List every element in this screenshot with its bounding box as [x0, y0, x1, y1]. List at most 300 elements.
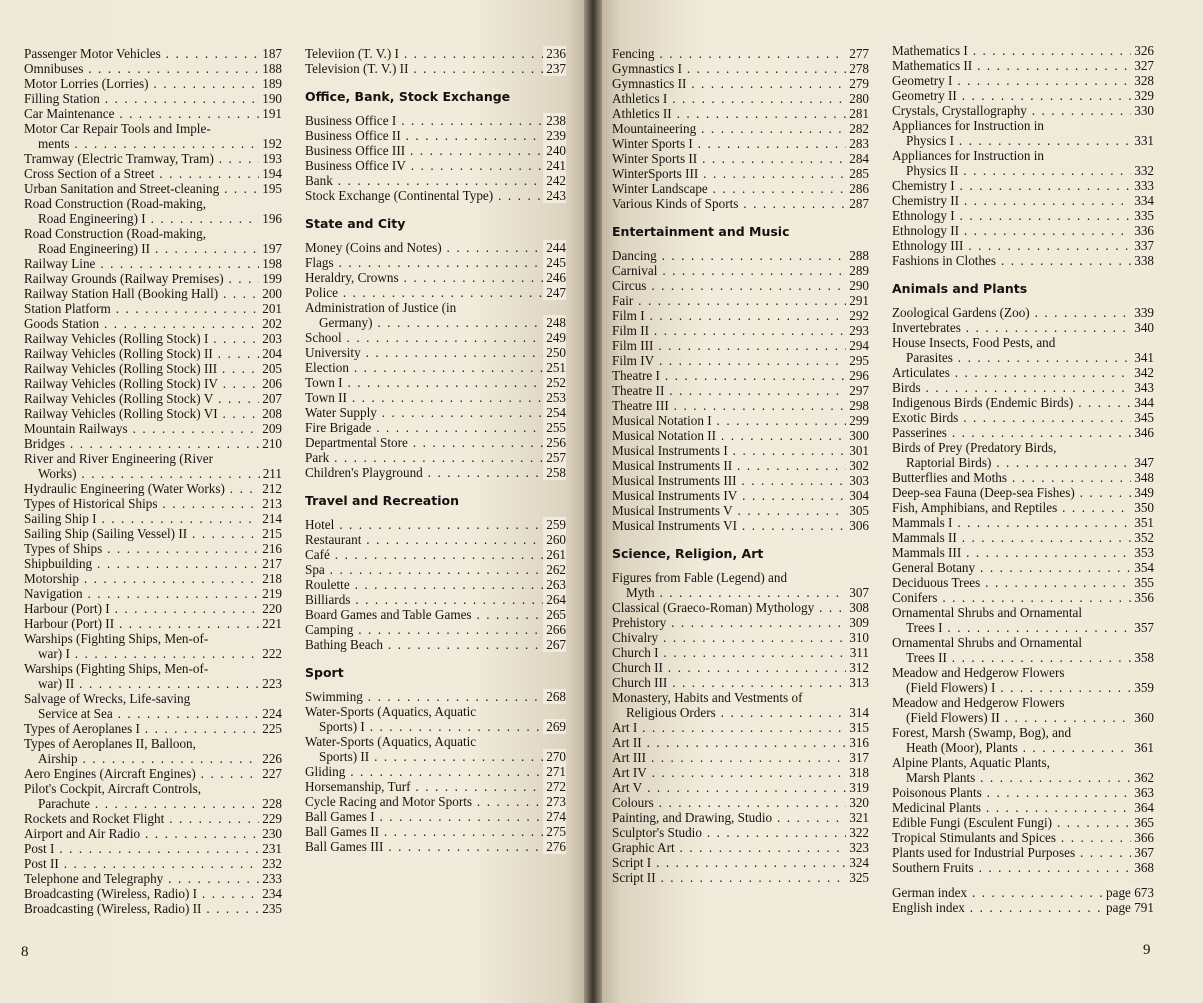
- section-heading: Travel and Recreation: [305, 493, 459, 508]
- index-entry: [612, 645, 869, 660]
- index-entry: [892, 395, 1154, 410]
- index-entry: [305, 240, 566, 255]
- entry-title: [24, 826, 282, 841]
- entry-title: [24, 376, 282, 391]
- entry-page-number: 203: [259, 331, 282, 346]
- entry-title-text: Figures from Fable (Legend) and: [612, 570, 788, 585]
- index-entry: [612, 181, 869, 196]
- index-entry: [305, 173, 566, 188]
- entry-page-number: 225: [259, 721, 282, 736]
- entry-title: [24, 421, 282, 436]
- entry-title: [612, 181, 869, 196]
- entry-page-number: 212: [259, 481, 282, 496]
- entry-title-continuation-text: Parasites: [906, 350, 953, 365]
- entry-title: [305, 143, 566, 158]
- index-entry: [612, 750, 869, 765]
- entry-title-continuation-text: Physics II: [906, 163, 959, 178]
- entry-title-text: Colours: [612, 795, 654, 810]
- entry-page-number: 358: [1131, 650, 1154, 665]
- entry-title-continuation-text: (Field Flowers) I: [906, 680, 996, 695]
- index-entry: [612, 855, 869, 870]
- entry-title: [24, 301, 282, 316]
- entry-page-number: 197: [259, 241, 282, 256]
- entry-title: [612, 196, 869, 211]
- entry-title-text: Types of Aeroplanes I: [24, 721, 140, 736]
- entry-page-number: 189: [259, 76, 282, 91]
- entry-title-text: Cycle Racing and Motor Sports: [305, 794, 473, 809]
- entry-page-number: 367: [1131, 845, 1154, 860]
- entry-title-continuation: [24, 466, 282, 481]
- entry-title: [305, 330, 566, 345]
- entry-page-number: 190: [259, 91, 282, 106]
- entry-title: [612, 735, 869, 750]
- entry-page-number: 278: [846, 61, 869, 76]
- entry-title-continuation-text: Trees I: [906, 620, 943, 635]
- index-entry: [612, 870, 869, 885]
- index-entry: [24, 631, 282, 661]
- entry-page-number: 337: [1131, 238, 1154, 253]
- section-heading: Sport: [305, 665, 344, 680]
- entry-title-text: Fencing: [612, 46, 655, 61]
- index-entry: [892, 380, 1154, 395]
- entry-title: [24, 856, 282, 871]
- entry-title: [24, 736, 282, 751]
- entry-title: [612, 76, 869, 91]
- entry-title-text: Road Construction (Road-making,: [24, 196, 207, 211]
- entry-title: [612, 750, 869, 765]
- entry-title-continuation-text: Works): [38, 466, 77, 481]
- entry-page-number: 259: [543, 517, 566, 532]
- entry-title-text: Geometry II: [892, 88, 957, 103]
- entry-page-number: 260: [543, 532, 566, 547]
- entry-page-number: 256: [543, 435, 566, 450]
- entry-page-number: 364: [1131, 800, 1154, 815]
- index-entry: [612, 795, 869, 810]
- entry-title-continuation: [892, 350, 1154, 365]
- entry-page-number: 229: [259, 811, 282, 826]
- entry-page-number: 211: [260, 466, 282, 481]
- entry-title: [612, 518, 869, 533]
- entry-title: [612, 660, 869, 675]
- entry-title: [892, 860, 1154, 875]
- entry-page-number: 269: [543, 719, 566, 734]
- entry-title: [892, 380, 1154, 395]
- index-entry: [612, 383, 869, 398]
- entry-title-text: Prehistory: [612, 615, 667, 630]
- index-entry: [305, 689, 566, 704]
- entry-title-text: Meadow and Hedgerow Flowers: [892, 665, 1065, 680]
- entry-title: [24, 121, 282, 136]
- entry-title-text: Water-Sports (Aquatics, Aquatic: [305, 704, 477, 719]
- index-entry: [892, 73, 1154, 88]
- entry-page-number: 272: [543, 779, 566, 794]
- entry-title-text: Film I: [612, 308, 645, 323]
- entry-title: [305, 592, 566, 607]
- index-entry: [892, 900, 1154, 915]
- index-entry: [305, 128, 566, 143]
- entry-page-number: 350: [1131, 500, 1154, 515]
- index-entry: [612, 278, 869, 293]
- index-entry: [305, 420, 566, 435]
- entry-title-text: Articulates: [892, 365, 950, 380]
- entry-title-text: Crystals, Crystallography: [892, 103, 1027, 118]
- entry-title-text: Business Office IV: [305, 158, 406, 173]
- entry-title-text: Navigation: [24, 586, 83, 601]
- entry-title: [892, 43, 1154, 58]
- entry-title: [612, 428, 869, 443]
- entry-page-number: 366: [1131, 830, 1154, 845]
- entry-title: [24, 811, 282, 826]
- index-entry: [24, 841, 282, 856]
- entry-title: [24, 721, 282, 736]
- entry-title-text: Airport and Air Radio: [24, 826, 141, 841]
- index-entry: [305, 435, 566, 450]
- entry-title: [24, 586, 282, 601]
- entry-title-text: Café: [305, 547, 330, 562]
- entry-page-number: 230: [259, 826, 282, 841]
- index-entry: [892, 560, 1154, 575]
- index-entry: [612, 398, 869, 413]
- entry-page-number: page 791: [1103, 900, 1154, 915]
- entry-page-number: 320: [846, 795, 869, 810]
- index-entry: [24, 421, 282, 436]
- entry-title-text: Passerines: [892, 425, 947, 440]
- entry-title: [305, 173, 566, 188]
- entry-title-text: School: [305, 330, 342, 345]
- entry-title-text: Chivalry: [612, 630, 659, 645]
- index-entry: [305, 517, 566, 532]
- entry-page-number: 265: [543, 607, 566, 622]
- index-entry: [612, 473, 869, 488]
- entry-title-text: Winter Landscape: [612, 181, 708, 196]
- entry-title-text: Railway Vehicles (Rolling Stock) V: [24, 391, 214, 406]
- entry-title-continuation: [892, 163, 1154, 178]
- entry-page-number: 321: [846, 810, 869, 825]
- entry-title-text: Carnival: [612, 263, 658, 278]
- entry-page-number: 242: [543, 173, 566, 188]
- entry-title-text: Church I: [612, 645, 659, 660]
- entry-title: [612, 91, 869, 106]
- entry-page-number: 315: [846, 720, 869, 735]
- entry-title-text: Appliances for Instruction in: [892, 148, 1044, 163]
- entry-title: [612, 263, 869, 278]
- index-entry: [612, 690, 869, 720]
- index-entry: [24, 766, 282, 781]
- entry-page-number: 303: [846, 473, 869, 488]
- entry-title-text: Church II: [612, 660, 663, 675]
- index-entry: [24, 151, 282, 166]
- entry-page-number: page 673: [1103, 885, 1154, 900]
- index-entry: [892, 755, 1154, 785]
- index-entry: [612, 660, 869, 675]
- index-entry: [612, 263, 869, 278]
- entry-title: [24, 841, 282, 856]
- entry-title-text: Shipbuilding: [24, 556, 93, 571]
- entry-title: [305, 577, 566, 592]
- entry-title: [24, 406, 282, 421]
- index-entry: [305, 547, 566, 562]
- entry-page-number: 322: [846, 825, 869, 840]
- entry-title-text: Business Office I: [305, 113, 397, 128]
- entry-page-number: 201: [259, 301, 282, 316]
- entry-page-number: 275: [543, 824, 566, 839]
- entry-title: [892, 178, 1154, 193]
- entry-page-number: 302: [846, 458, 869, 473]
- entry-title-continuation: [24, 676, 282, 691]
- entry-page-number: 194: [259, 166, 282, 181]
- entry-title: [892, 785, 1154, 800]
- index-entry: [892, 545, 1154, 560]
- entry-page-number: 365: [1131, 815, 1154, 830]
- index-entry: [612, 765, 869, 780]
- entry-page-number: 233: [259, 871, 282, 886]
- index-entry: [305, 390, 566, 405]
- entry-title-text: Theatre III: [612, 398, 669, 413]
- entry-page-number: 251: [543, 360, 566, 375]
- entry-title-text: Cross Section of a Street: [24, 166, 155, 181]
- entry-title: [24, 481, 282, 496]
- entry-title-continuation-text: (Field Flowers) II: [906, 710, 1000, 725]
- entry-title-text: Geometry I: [892, 73, 953, 88]
- entry-title-text: Railway Vehicles (Rolling Stock) VI: [24, 406, 218, 421]
- entry-title: [305, 764, 566, 779]
- entry-title: [305, 113, 566, 128]
- entry-page-number: 293: [846, 323, 869, 338]
- entry-page-number: 311: [847, 645, 869, 660]
- entry-title: [305, 128, 566, 143]
- entry-title-text: Types of Aeroplanes II, Balloon,: [24, 736, 196, 751]
- index-entry: [892, 845, 1154, 860]
- entry-title: [892, 410, 1154, 425]
- entry-title-text: Ball Games I: [305, 809, 375, 824]
- index-entry: [892, 58, 1154, 73]
- index-entry: [612, 293, 869, 308]
- entry-page-number: 273: [543, 794, 566, 809]
- entry-title-text: Filling Station: [24, 91, 100, 106]
- entry-page-number: 328: [1131, 73, 1154, 88]
- entry-page-number: 236: [543, 46, 566, 61]
- entry-title-text: Musical Instruments V: [612, 503, 733, 518]
- entry-title: [892, 103, 1154, 118]
- entry-title: [892, 470, 1154, 485]
- entry-title: [612, 413, 869, 428]
- index-entry: [892, 320, 1154, 335]
- entry-title-text: Monastery, Habits and Vestments of: [612, 690, 803, 705]
- index-entry: [892, 410, 1154, 425]
- entry-page-number: 357: [1131, 620, 1154, 635]
- entry-title-continuation-text: Marsh Plants: [906, 770, 976, 785]
- entry-title-text: Railway Line: [24, 256, 96, 271]
- entry-title: [612, 810, 869, 825]
- entry-title-text: Film II: [612, 323, 649, 338]
- entry-page-number: 312: [846, 660, 869, 675]
- entry-page-number: 210: [259, 436, 282, 451]
- entry-page-number: 317: [846, 750, 869, 765]
- index-entry: [892, 193, 1154, 208]
- entry-title-text: Flags: [305, 255, 334, 270]
- entry-page-number: 207: [259, 391, 282, 406]
- entry-title-text: Graphic Art: [612, 840, 675, 855]
- entry-title: [24, 871, 282, 886]
- entry-title-continuation-text: ments: [38, 136, 70, 151]
- entry-page-number: 290: [846, 278, 869, 293]
- entry-page-number: 291: [846, 293, 869, 308]
- entry-page-number: 264: [543, 592, 566, 607]
- entry-page-number: 240: [543, 143, 566, 158]
- entry-page-number: 330: [1131, 103, 1154, 118]
- index-entry: [305, 285, 566, 300]
- index-entry: [24, 781, 282, 811]
- entry-title-text: Chemistry I: [892, 178, 955, 193]
- index-entry: [892, 223, 1154, 238]
- entry-title-text: Hydraulic Engineering (Water Works): [24, 481, 225, 496]
- entry-title-continuation: [892, 740, 1154, 755]
- index-entry: [892, 253, 1154, 268]
- entry-title: [892, 395, 1154, 410]
- entry-title: [24, 316, 282, 331]
- index-entry: [305, 577, 566, 592]
- index-entry: [892, 830, 1154, 845]
- entry-title-text: Children's Playground: [305, 465, 423, 480]
- entry-page-number: 206: [259, 376, 282, 391]
- entry-page-number: 209: [259, 421, 282, 436]
- entry-title-continuation: [612, 585, 869, 600]
- entry-page-number: 352: [1131, 530, 1154, 545]
- index-entry: [892, 335, 1154, 365]
- entry-title-text: Mammals I: [892, 515, 953, 530]
- entry-title-continuation-text: Sports) I: [319, 719, 365, 734]
- index-entry: [24, 691, 282, 721]
- section-heading: Animals and Plants: [892, 281, 1028, 296]
- index-entry: [612, 735, 869, 750]
- index-entry: [892, 530, 1154, 545]
- entry-title-text: Passenger Motor Vehicles: [24, 46, 161, 61]
- entry-title-text: Sailing Ship (Sailing Vessel) II: [24, 526, 188, 541]
- entry-title-text: Restaurant: [305, 532, 362, 547]
- entry-title: [24, 346, 282, 361]
- entry-title-text: Various Kinds of Sports: [612, 196, 739, 211]
- entry-title-continuation-text: war) II: [38, 676, 75, 691]
- entry-page-number: 333: [1131, 178, 1154, 193]
- index-entry: [892, 88, 1154, 103]
- entry-page-number: 248: [543, 315, 566, 330]
- entry-title-text: Film III: [612, 338, 654, 353]
- entry-title: [24, 226, 282, 241]
- entry-title-text: Park: [305, 450, 330, 465]
- index-entry: [892, 148, 1154, 178]
- entry-page-number: 187: [259, 46, 282, 61]
- section-heading: Office, Bank, Stock Exchange: [305, 89, 511, 104]
- entry-title-text: Winter Sports II: [612, 151, 698, 166]
- entry-title-text: Car Maintenance: [24, 106, 115, 121]
- entry-title-text: Horsemanship, Turf: [305, 779, 411, 794]
- entry-title: [612, 795, 869, 810]
- index-entry: [24, 601, 282, 616]
- entry-title: [892, 320, 1154, 335]
- entry-title-text: Ethnology I: [892, 208, 955, 223]
- entry-title-text: Plants used for Industrial Purposes: [892, 845, 1076, 860]
- entry-page-number: 224: [259, 706, 282, 721]
- entry-page-number: 326: [1131, 43, 1154, 58]
- entry-title: [305, 345, 566, 360]
- index-entry: [305, 809, 566, 824]
- entry-page-number: 188: [259, 61, 282, 76]
- entry-title: [305, 532, 566, 547]
- entry-page-number: 295: [846, 353, 869, 368]
- entry-page-number: 334: [1131, 193, 1154, 208]
- entry-title-continuation-text: Sports) II: [319, 749, 370, 764]
- entry-title: [24, 691, 282, 706]
- entry-title: [24, 76, 282, 91]
- index-entry: [305, 734, 566, 764]
- entry-title-text: Telephone and Telegraphy: [24, 871, 164, 886]
- entry-title-continuation-text: Raptorial Birds): [906, 455, 992, 470]
- entry-title-text: Medicinal Plants: [892, 800, 982, 815]
- entry-title-text: Railway Vehicles (Rolling Stock) II: [24, 346, 213, 361]
- index-entry: [305, 330, 566, 345]
- entry-title: [892, 725, 1154, 740]
- entry-page-number: 223: [259, 676, 282, 691]
- entry-title-text: Motor Lorries (Lorries): [24, 76, 149, 91]
- index-entry: [612, 46, 869, 61]
- index-entry: [24, 196, 282, 226]
- entry-title: [612, 443, 869, 458]
- entry-page-number: 319: [846, 780, 869, 795]
- index-entry: [24, 286, 282, 301]
- entry-title: [612, 600, 869, 615]
- entry-title-text: Ethnology III: [892, 238, 964, 253]
- entry-page-number: 324: [846, 855, 869, 870]
- entry-title: [612, 166, 869, 181]
- entry-title-text: Camping: [305, 622, 354, 637]
- entry-title-continuation-text: Physics I: [906, 133, 954, 148]
- index-entry: [305, 61, 566, 76]
- entry-page-number: 309: [846, 615, 869, 630]
- entry-title-text: Gliding: [305, 764, 346, 779]
- index-entry: [305, 607, 566, 622]
- entry-page-number: 231: [259, 841, 282, 856]
- entry-title-continuation: [305, 749, 566, 764]
- entry-title-text: Ornamental Shrubs and Ornamental: [892, 605, 1083, 620]
- entry-title: [892, 845, 1154, 860]
- index-entry: [612, 106, 869, 121]
- entry-page-number: 204: [259, 346, 282, 361]
- index-entry: [305, 839, 566, 854]
- entry-title: [612, 473, 869, 488]
- entry-page-number: 200: [259, 286, 282, 301]
- entry-page-number: 359: [1131, 680, 1154, 695]
- entry-page-number: 355: [1131, 575, 1154, 590]
- entry-title-text: Railway Vehicles (Rolling Stock) IV: [24, 376, 218, 391]
- index-entry: [612, 810, 869, 825]
- entry-page-number: 280: [846, 91, 869, 106]
- entry-page-number: 297: [846, 383, 869, 398]
- index-entry: [24, 826, 282, 841]
- entry-page-number: 241: [543, 158, 566, 173]
- index-entry: [24, 901, 282, 916]
- index-entry: [24, 346, 282, 361]
- entry-title: [612, 570, 869, 585]
- entry-title-text: Gymnastics I: [612, 61, 682, 76]
- entry-page-number: 361: [1131, 740, 1154, 755]
- section-heading: State and City: [305, 216, 406, 231]
- entry-title-text: Billiards: [305, 592, 351, 607]
- index-entry: [612, 136, 869, 151]
- entry-page-number: 196: [259, 211, 282, 226]
- entry-page-number: 294: [846, 338, 869, 353]
- entry-title: [612, 690, 869, 705]
- index-entry: [24, 481, 282, 496]
